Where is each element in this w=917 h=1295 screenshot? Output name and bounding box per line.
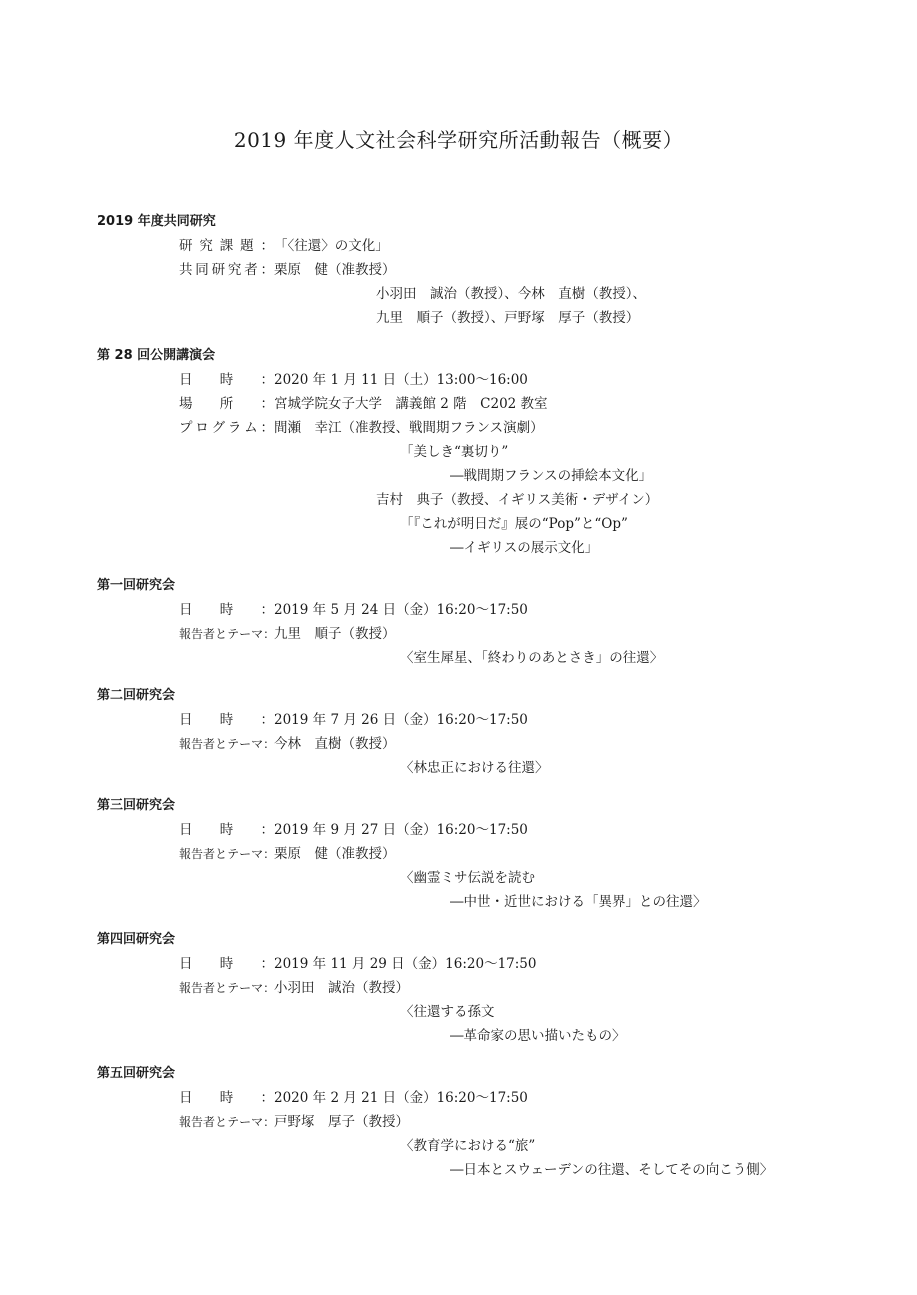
label-program: プ ロ グ ラ ム ：: [179, 420, 274, 436]
label-place: 場 所 ：: [179, 396, 274, 412]
theme-title: 〈往還する孫文: [400, 1004, 495, 1020]
section-heading: 第四回研究会: [97, 932, 176, 947]
place-value: 宮城学院女子大学 講義館 2 階 C202 教室: [274, 396, 548, 412]
label-date: 日 時 ：: [179, 956, 274, 972]
speaker-2: 吉村 典子（教授、イギリス美術・デザイン）: [376, 492, 659, 508]
date-value: 2019 年 7 月 26 日（金）16:20〜17:50: [274, 712, 528, 728]
section-heading: 第五回研究会: [97, 1066, 176, 1081]
label-date: 日 時 ：: [179, 1090, 274, 1106]
section-meeting-1: [97, 574, 857, 670]
theme-subtitle: ―中世・近世における「異界」との往還〉: [450, 894, 707, 910]
label-topic: 研 究 課 題 ：: [179, 238, 274, 254]
talk-1-subtitle: ―戦間期フランスの挿絵本文化」: [450, 468, 653, 484]
reporter-value: 栗原 健（准教授）: [274, 846, 396, 862]
section-heading: 第一回研究会: [97, 578, 176, 593]
label-reporter: 報 告 者 と テ ー マ ：: [179, 981, 276, 995]
label-date: 日 時 ：: [179, 602, 274, 618]
section-joint-research: [97, 210, 857, 330]
date-value: 2019 年 11 月 29 日（金）16:20〜17:50: [274, 956, 537, 972]
section-meeting-5: [97, 1062, 857, 1182]
speaker-1: 間瀬 幸江（准教授、戦間期フランス演劇）: [274, 420, 544, 436]
theme-subtitle: ―革命家の思い描いたもの〉: [450, 1028, 626, 1044]
label-date: 日 時 ：: [179, 372, 274, 388]
talk-2-title: 「『これが明日だ』展の“Pop”と“Op”: [400, 516, 628, 532]
section-heading: 2019 年度共同研究: [97, 214, 216, 229]
reporter-value: 戸野塚 厚子（教授）: [274, 1114, 409, 1130]
theme-title: 〈幽霊ミサ伝説を読む: [400, 870, 535, 886]
talk-1-title: 「美しき“裏切り”: [400, 444, 509, 460]
date-value: 2020 年 2 月 21 日（金）16:20〜17:50: [274, 1090, 528, 1106]
date-value: 2019 年 9 月 27 日（金）16:20〜17:50: [274, 822, 528, 838]
reporter-value: 今林 直樹（教授）: [274, 736, 396, 752]
members-value: 栗原 健（准教授）: [274, 262, 396, 278]
label-date: 日 時 ：: [179, 822, 274, 838]
label-reporter: 報 告 者 と テ ー マ ：: [179, 847, 276, 861]
members-continued: 九里 順子（教授）、戸野塚 厚子（教授）: [376, 310, 640, 326]
topic-value: 「〈往還〉の文化」: [274, 238, 389, 254]
theme-subtitle: ―日本とスウェーデンの往還、そしてその向こう側〉: [450, 1162, 774, 1178]
date-value: 2019 年 5 月 24 日（金）16:20〜17:50: [274, 602, 528, 618]
label-reporter: 報 告 者 と テ ー マ ：: [179, 627, 276, 641]
label-date: 日 時 ：: [179, 712, 274, 728]
theme-title: 〈林忠正における往還〉: [400, 760, 549, 776]
reporter-value: 小羽田 誠治（教授）: [274, 980, 409, 996]
date-value: 2020 年 1 月 11 日（土）13:00〜16:00: [274, 372, 528, 388]
theme-title: 〈教育学における“旅”: [400, 1138, 536, 1154]
section-meeting-4: [97, 928, 857, 1048]
reporter-value: 九里 順子（教授）: [274, 626, 396, 642]
members-continued: 小羽田 誠治（教授）、今林 直樹（教授）、: [376, 286, 646, 302]
page-title: 2019 年度人文社会科学研究所活動報告（概要）: [233, 128, 684, 152]
section-meeting-3: [97, 794, 857, 914]
label-reporter: 報 告 者 と テ ー マ ：: [179, 737, 276, 751]
label-reporter: 報 告 者 と テ ー マ ：: [179, 1115, 276, 1129]
label-members: 共 同 研 究 者 ：: [179, 262, 274, 278]
section-meeting-2: [97, 684, 857, 780]
theme-title: 〈室生犀星、「終わりのあとさき」の往還〉: [400, 650, 664, 666]
talk-2-subtitle: ―イギリスの展示文化」: [450, 540, 599, 556]
section-heading: 第三回研究会: [97, 798, 176, 813]
section-heading: 第 28 回公開講演会: [97, 348, 216, 363]
section-heading: 第二回研究会: [97, 688, 176, 703]
section-public-lecture: [97, 344, 857, 560]
